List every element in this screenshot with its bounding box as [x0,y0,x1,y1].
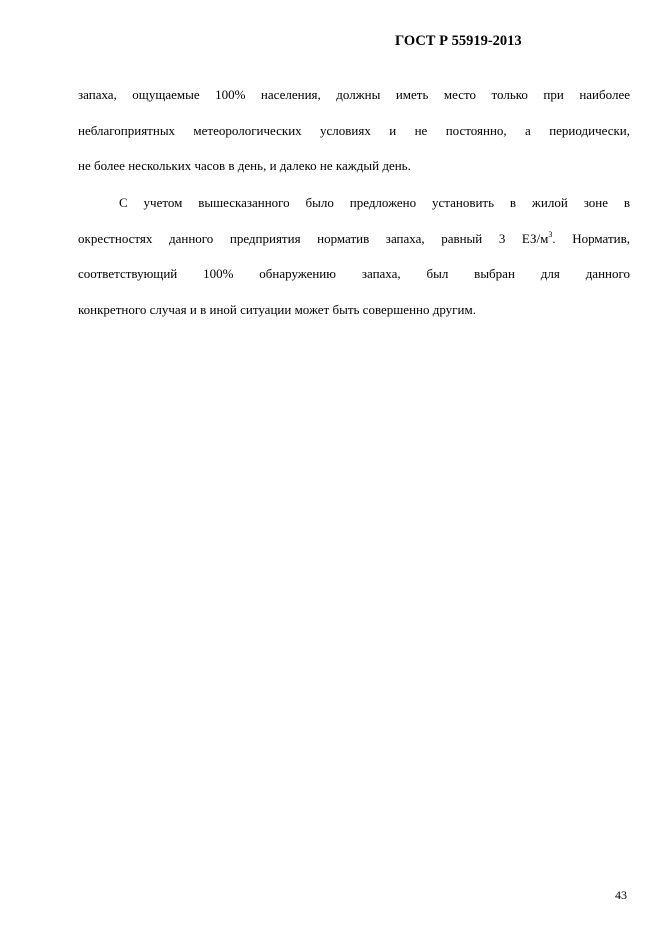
text-line: запаха, ощущаемые 100% населения, должны иметь место только при наиболее [78,87,630,102]
text-line: соответствующий 100% обнаружению запаха, был выбран для данного [78,266,630,281]
document-header: ГОСТ Р 55919-2013 [395,33,522,49]
text-segment: окрестностях данного предприятия норматив запаха, равный 3 ЕЗ/м [78,231,549,246]
text-line: неблагоприятных метеорологических условиях и не постоянно, а периодически, [78,123,630,138]
superscript: 3 [548,230,553,239]
text-line: С учетом вышесказанного было предложено установить в жилой зоне в [119,195,630,210]
text-segment: . Норматив, [552,231,630,246]
text-line: конкретного случая и в иной ситуации может быть совершенно другим. [78,302,476,317]
text-line: не более нескольких часов в день, и далеко не каждый день. [78,158,411,173]
page-number: 43 [615,888,627,902]
text-line [78,231,630,247]
